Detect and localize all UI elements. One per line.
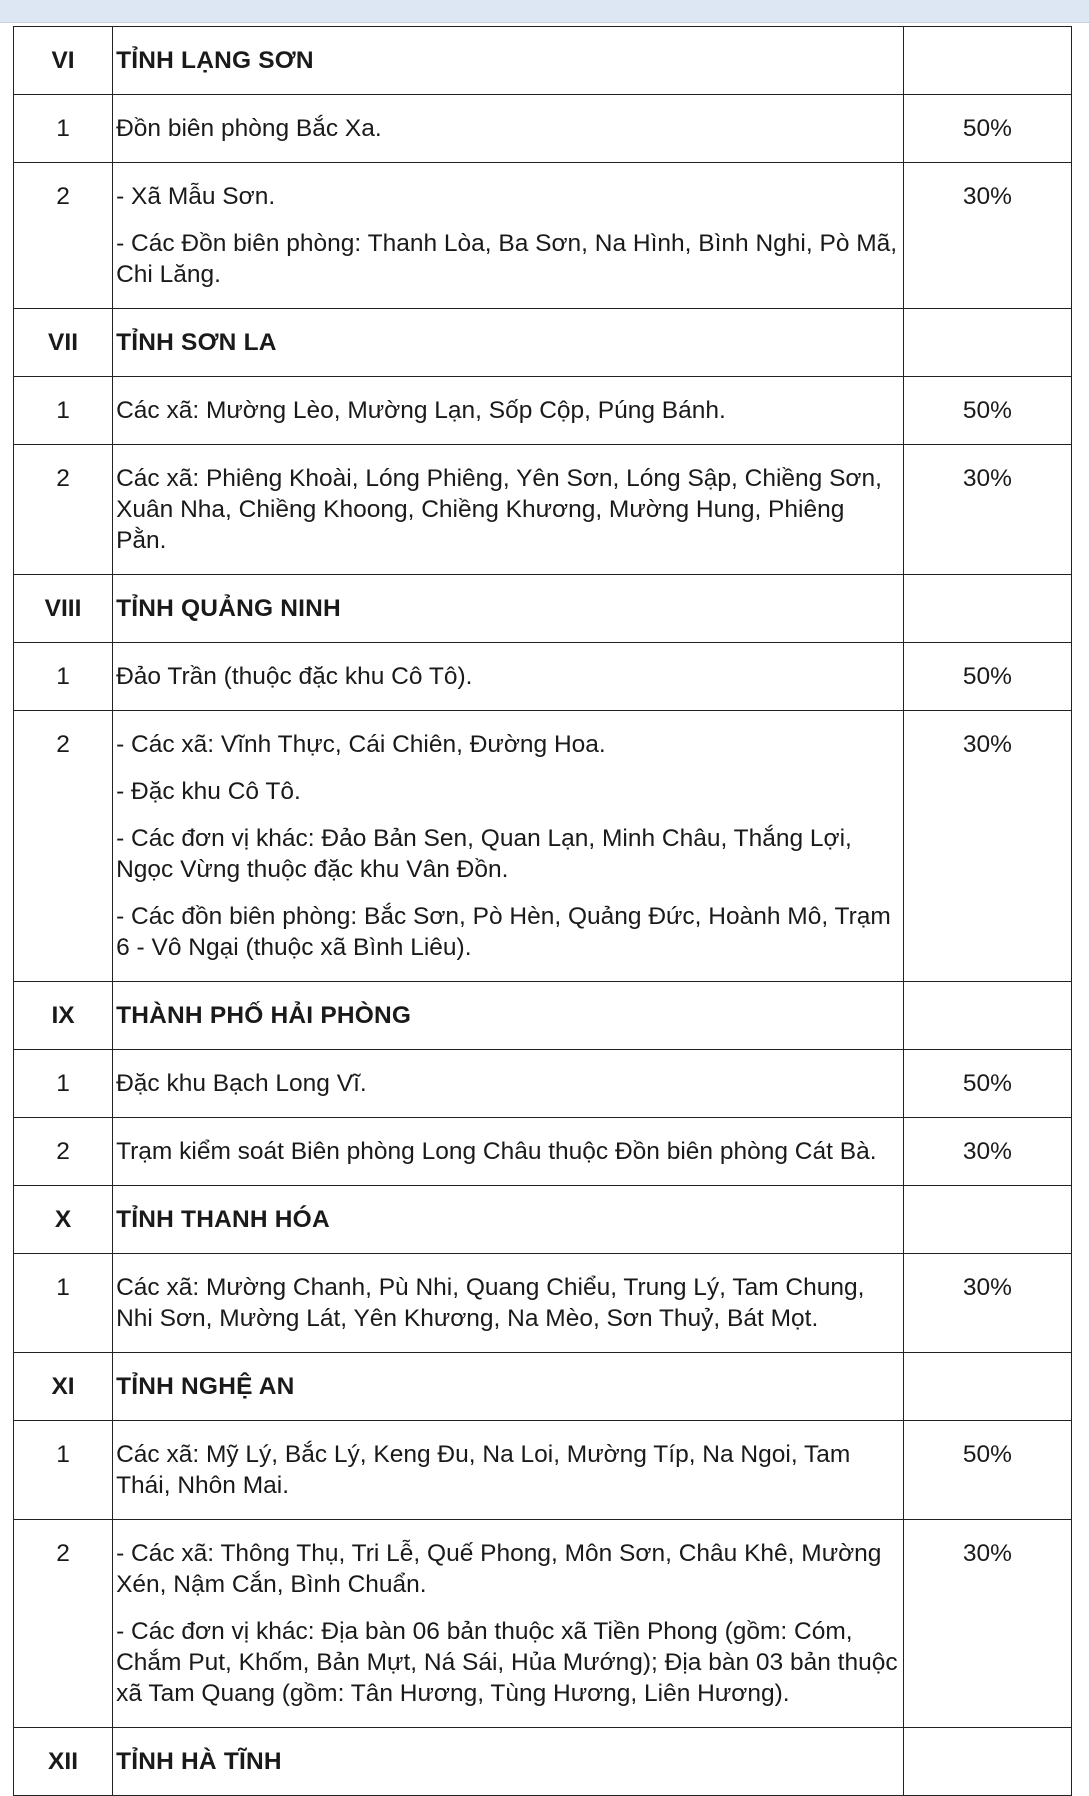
table-row [14,445,1072,575]
row-rate: 30% [903,711,1071,982]
table-row [14,643,1072,711]
row-rate: 50% [903,95,1071,163]
description-line: - Các Đồn biên phòng: Thanh Lòa, Ba Sơn, Na Hình, Bình Nghi, Pò Mã, Chi Lăng. [116,230,898,288]
section-title: TỈNH QUẢNG NINH [113,575,904,643]
table-row [14,1421,1072,1520]
row-rate: 30% [903,163,1071,309]
section-rate-cell [903,575,1071,643]
section-rate-cell [903,1353,1071,1421]
section-title: TỈNH HÀ TĨNH [113,1728,904,1796]
row-rate: 50% [903,1050,1071,1118]
row-rate: 50% [903,377,1071,445]
row-number: 2 [14,1118,113,1186]
description-line: Các xã: Mường Lèo, Mường Lạn, Sốp Cộp, Púng Bánh. [116,397,726,424]
row-number: 2 [14,163,113,309]
section-header-row [14,1728,1072,1796]
section-rate-cell [903,982,1071,1050]
section-title: TỈNH NGHỆ AN [113,1353,904,1421]
section-title: TỈNH LẠNG SƠN [113,27,904,95]
section-rate-cell [903,309,1071,377]
section-header-row [14,309,1072,377]
description-line: Các xã: Mỹ Lý, Bắc Lý, Keng Đu, Na Loi, Mường Típ, Na Ngoi, Tam Thái, Nhôn Mai. [116,1441,851,1499]
table-row [14,1520,1072,1728]
section-roman-numeral: XI [14,1353,113,1421]
row-description [113,1520,904,1728]
row-number: 2 [14,1520,113,1728]
description-line: - Các đơn vị khác: Đảo Bản Sen, Quan Lạn, Minh Châu, Thắng Lợi, Ngọc Vừng thuộc đặc khu Vân Đồn. [116,825,852,883]
row-number: 1 [14,95,113,163]
description-line: - Các đồn biên phòng: Bắc Sơn, Pò Hèn, Quảng Đức, Hoành Mô, Trạm 6 - Vô Ngại (thuộc xã Bình Liêu). [116,903,891,961]
row-description [113,711,904,982]
row-description [113,1118,904,1186]
section-header-row [14,982,1072,1050]
description-line: Đồn biên phòng Bắc Xa. [116,115,382,142]
section-rate-cell [903,1728,1071,1796]
row-number: 2 [14,445,113,575]
row-rate: 50% [903,643,1071,711]
section-roman-numeral: IX [14,982,113,1050]
section-roman-numeral: VI [14,27,113,95]
table-row [14,1118,1072,1186]
section-title: TỈNH THANH HÓA [113,1186,904,1254]
row-number: 1 [14,643,113,711]
table-row [14,711,1072,982]
section-roman-numeral: VIII [14,575,113,643]
allowance-table [13,26,1072,1796]
row-description [113,445,904,575]
section-rate-cell [903,1186,1071,1254]
section-title: THÀNH PHỐ HẢI PHÒNG [113,982,904,1050]
row-description [113,163,904,309]
description-line: Đặc khu Bạch Long Vĩ. [116,1070,367,1097]
section-title: TỈNH SƠN LA [113,309,904,377]
row-number: 1 [14,1050,113,1118]
section-header-row [14,1186,1072,1254]
row-number: 1 [14,377,113,445]
description-line: Đảo Trần (thuộc đặc khu Cô Tô). [116,663,473,690]
row-description [113,377,904,445]
row-description [113,1254,904,1353]
section-header-row [14,1353,1072,1421]
table-row [14,1254,1072,1353]
section-header-row [14,575,1072,643]
row-number: 1 [14,1254,113,1353]
row-description [113,95,904,163]
table-body [14,27,1072,1796]
table-row [14,163,1072,309]
row-description [113,643,904,711]
row-number: 1 [14,1421,113,1520]
description-line: - Các xã: Vĩnh Thực, Cái Chiên, Đường Hoa. [116,731,606,758]
description-line: Các xã: Phiêng Khoài, Lóng Phiêng, Yên Sơn, Lóng Sập, Chiềng Sơn, Xuân Nha, Chiềng Khoong, Chiềng Khương, Mường Hung, Phiêng Pằn. [116,465,882,554]
table-row [14,377,1072,445]
description-line: - Các đơn vị khác: Địa bàn 06 bản thuộc xã Tiền Phong (gồm: Cóm, Chắm Put, Khốm, Bản Mựt, Ná Sái, Hủa Mướng); Địa bàn 03 bản thuộc xã Tam Quang (gồm: Tân Hương, Tùng Hương, Liên Hương). [116,1618,898,1707]
table-row [14,1050,1072,1118]
row-rate: 30% [903,1118,1071,1186]
description-line: Trạm kiểm soát Biên phòng Long Châu thuộc Đồn biên phòng Cát Bà. [116,1138,877,1165]
row-description [113,1050,904,1118]
row-number: 2 [14,711,113,982]
row-rate: 30% [903,1520,1071,1728]
window-top-bar [0,0,1089,23]
description-line: - Các xã: Thông Thụ, Tri Lễ, Quế Phong, Môn Sơn, Châu Khê, Mường Xén, Nậm Cắn, Bình Chuẩn. [116,1540,882,1598]
row-rate: 50% [903,1421,1071,1520]
row-rate: 30% [903,1254,1071,1353]
section-roman-numeral: VII [14,309,113,377]
section-header-row [14,27,1072,95]
section-roman-numeral: XII [14,1728,113,1796]
row-rate: 30% [903,445,1071,575]
description-line: - Xã Mẫu Sơn. [116,183,276,210]
section-roman-numeral: X [14,1186,113,1254]
description-line: Các xã: Mường Chanh, Pù Nhi, Quang Chiểu, Trung Lý, Tam Chung, Nhi Sơn, Mường Lát, Yên Khương, Na Mèo, Sơn Thuỷ, Bát Mọt. [116,1274,865,1332]
table-row [14,95,1072,163]
description-line: - Đặc khu Cô Tô. [116,778,301,805]
section-rate-cell [903,27,1071,95]
row-description [113,1421,904,1520]
